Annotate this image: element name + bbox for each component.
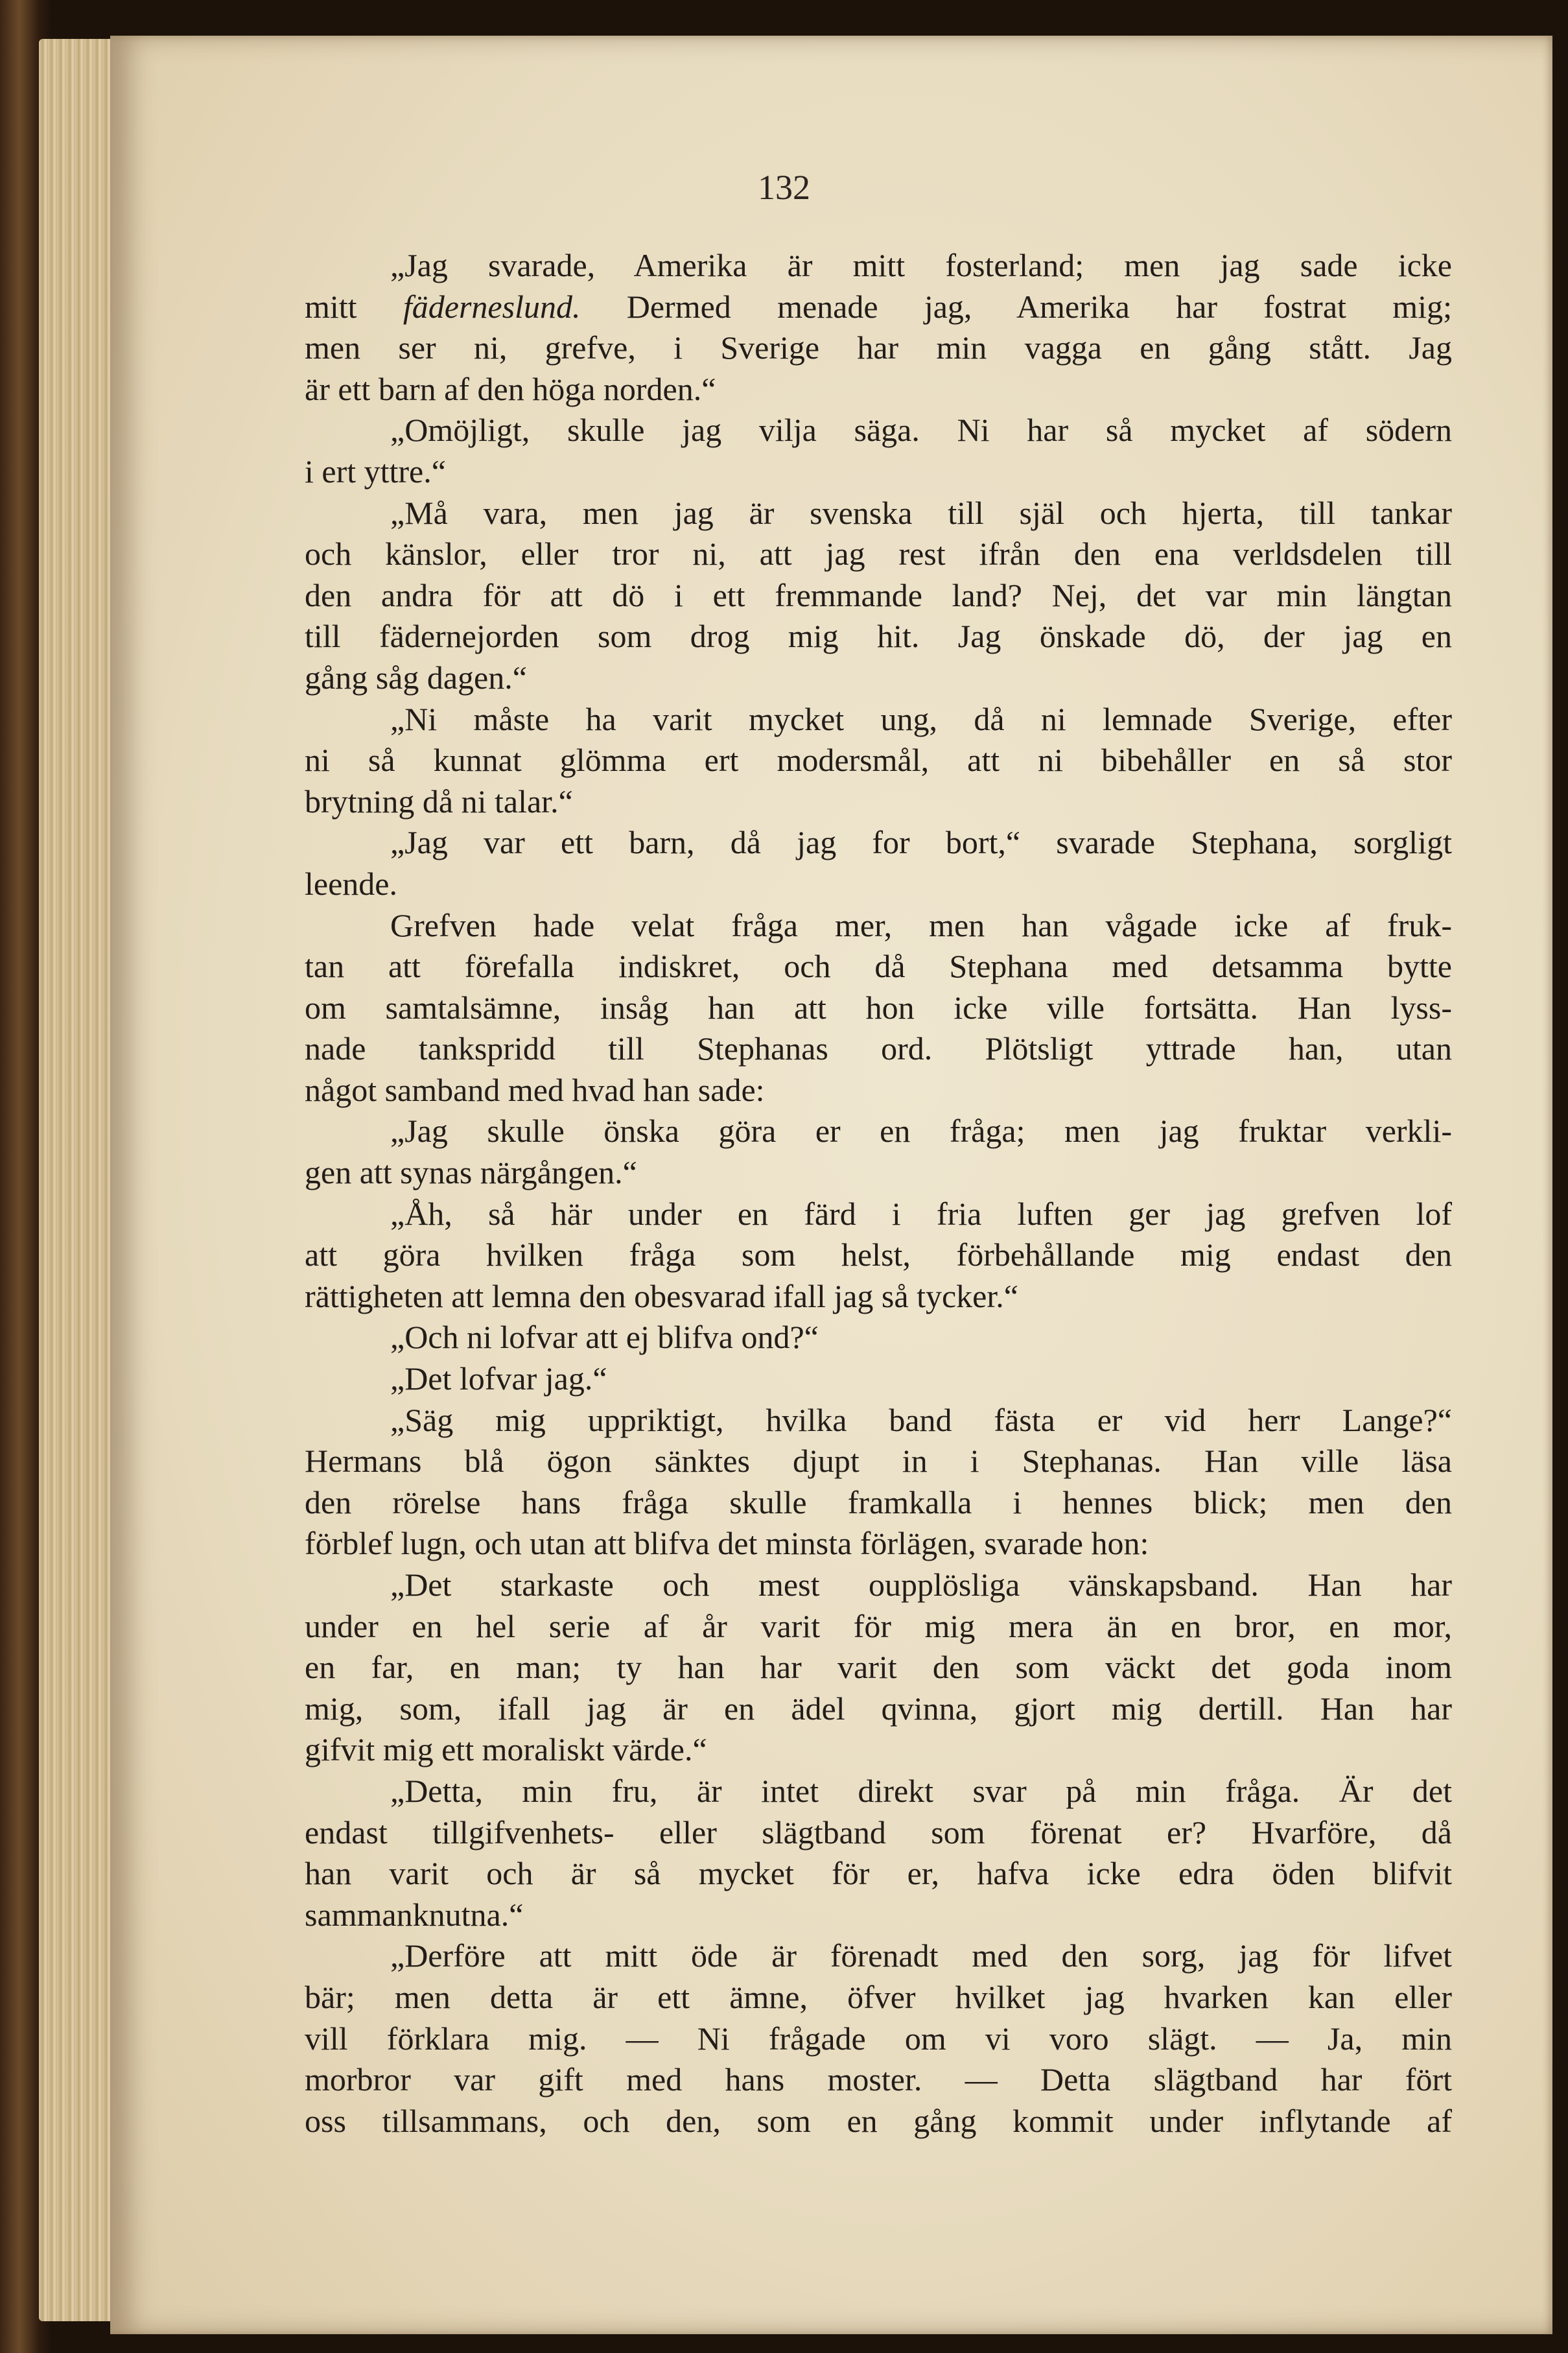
text-line: Hermans blå ögon sänktes djupt in i Stephanas. Han ville läsa	[305, 1443, 1452, 1480]
text-line: vill förklara mig. — Ni frågade om vi voro slägt. — Ja, min	[305, 2020, 1452, 2057]
text-line: och känslor, eller tror ni, att jag rest ifrån den ena verldsdelen till	[305, 536, 1452, 573]
text-line: „Omöjligt, skulle jag vilja säga. Ni har så mycket af södern	[390, 412, 1452, 449]
text-segment: Dermed menade jag, Amerika har fostrat mig;	[580, 288, 1452, 325]
text-line: han varit och är så mycket för er, hafva icke edra öden blifvit	[305, 1855, 1452, 1892]
body-text	[305, 245, 1452, 2142]
text-line: „Jag skulle önska göra er en fråga; men jag fruktar verkli-	[390, 1113, 1452, 1150]
text-line: under en hel serie af år varit för mig mera än en bror, en mor,	[305, 1607, 1452, 1644]
text-line: „Jag svarade, Amerika är mitt fosterland; men jag sade icke	[390, 247, 1452, 283]
text-line: att göra hvilken fråga som helst, förbehållande mig endast den	[305, 1236, 1452, 1273]
text-line: men ser ni, grefve, i Sverige har min vagga en gång stått. Jag	[305, 329, 1452, 366]
text-line: „Åh, så här under en färd i fria luften ger jag grefven lof	[390, 1195, 1452, 1232]
emphasized-word: fäderneslund.	[403, 288, 581, 325]
text-line: i ert yttre.“	[305, 453, 446, 490]
text-line: morbror var gift med hans moster. — Detta slägtband har fört	[305, 2061, 1452, 2098]
text-line: „Derföre att mitt öde är förenadt med den sorg, jag för lifvet	[390, 1937, 1452, 1974]
text-line: endast tillgifvenhets- eller slägtband som förenat er? Hvarföre, då	[305, 1814, 1452, 1850]
text-line: tan att förefalla indiskret, och då Stephana med detsamma bytte	[305, 948, 1452, 985]
text-line	[305, 287, 1452, 328]
text-line: „Ni måste ha varit mycket ung, då ni lemnade Sverige, efter	[390, 700, 1452, 737]
text-line: bär; men detta är ett ämne, öfver hvilket jag hvarken kan eller	[305, 1978, 1452, 2015]
text-line: „Jag var ett barn, då jag for bort,“ svarade Stephana, sorgligt	[390, 824, 1452, 861]
text-line: den rörelse hans fråga skulle framkalla i hennes blick; men den	[305, 1484, 1452, 1520]
text-line: gen att synas närgången.“	[305, 1154, 637, 1191]
text-line: brytning då ni talar.“	[305, 783, 573, 820]
text-line: rättigheten att lemna den obesvarad ifall jag så tycker.“	[305, 1277, 1018, 1314]
text-line: om samtalsämne, insåg han att hon icke ville fortsätta. Han lyss-	[305, 989, 1452, 1026]
text-line: till fädernejorden som drog mig hit. Jag önskade dö, der jag en	[305, 618, 1452, 655]
text-line: „Säg mig uppriktigt, hvilka band fästa er vid herr Lange?“	[390, 1401, 1452, 1438]
text-line: ni så kunnat glömma ert modersmål, att ni bibehåller en så stor	[305, 742, 1452, 779]
text-line: förblef lugn, och utan att blifva det minsta förlägen, svarade hon:	[305, 1525, 1149, 1562]
text-line: nade tankspridd till Stephanas ord. Plötsligt yttrade han, utan	[305, 1030, 1452, 1067]
text-line: „Det starkaste och mest oupplösliga vänskapsband. Han har	[390, 1567, 1452, 1603]
text-line: något samband med hvad han sade:	[305, 1071, 765, 1108]
text-line: Grefven hade velat fråga mer, men han vågade icke af fruk-	[390, 906, 1452, 943]
text-line: „Det lofvar jag.“	[390, 1360, 607, 1397]
page-number: 132	[758, 168, 810, 207]
text-line: sammanknutna.“	[305, 1896, 524, 1933]
text-line: „Och ni lofvar att ej blifva ond?“	[390, 1319, 819, 1356]
text-line: „Må vara, men jag är svenska till själ och hjerta, till tankar	[390, 494, 1452, 531]
text-line: mig, som, ifall jag är en ädel qvinna, gjort mig dertill. Han har	[305, 1690, 1452, 1727]
text-line: oss tillsammans, och den, som en gång kommit under inflytande af	[305, 2102, 1452, 2139]
text-line: „Detta, min fru, är intet direkt svar på min fråga. Är det	[390, 1772, 1452, 1809]
text-line: en far, en man; ty han har varit den som väckt det goda inom	[305, 1649, 1452, 1686]
text-line: gång såg dagen.“	[305, 659, 527, 696]
text-line: leende.	[305, 865, 397, 902]
text-segment: mitt	[305, 288, 403, 325]
text-line: gifvit mig ett moraliskt värde.“	[305, 1731, 707, 1768]
text-line: är ett barn af den höga norden.“	[305, 370, 716, 407]
page-edges	[39, 39, 117, 2321]
text-line: den andra för att dö i ett fremmande land? Nej, det var min längtan	[305, 576, 1452, 613]
